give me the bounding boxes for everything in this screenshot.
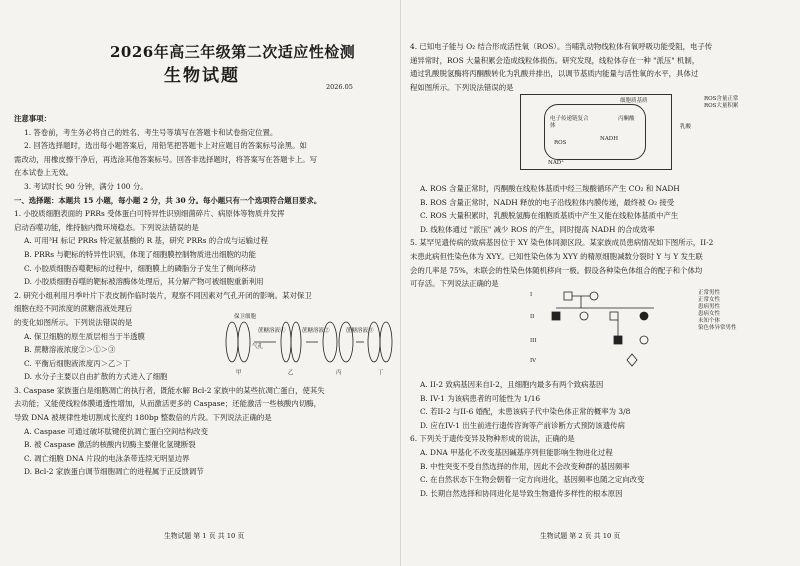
- question-6-option-d: D. 长期自然选择和协同进化是导致生物遗传多样性的根本原因: [420, 488, 623, 498]
- etc-label: 电子传递链复合体: [550, 116, 589, 129]
- notice-line: 3. 考试时长 90 分钟，满分 100 分。: [24, 181, 148, 191]
- left-footer: 生物试题 第 1 页 共 10 页: [164, 532, 245, 540]
- gen-II: II: [530, 314, 535, 320]
- guard-cell-label: 保卫细胞: [234, 314, 257, 320]
- mitochondria-figure: [520, 94, 790, 174]
- question-2-option-d: D. 水分子主要以自由扩散的方式进入了细胞: [24, 372, 168, 382]
- legend-normal-male: 正常男性: [698, 290, 721, 296]
- nadh-label: NADH: [600, 136, 618, 142]
- question-5-stem: 可存活。下列说法正确的是: [410, 279, 499, 289]
- question-2-option-a: A. 保卫细胞的原生质层相当于半透膜: [24, 331, 145, 341]
- question-5-stem: 会的几率是 75%，未联会的性染色体随机移向一极。假设各种染色体组合的配子和个体均: [410, 265, 703, 275]
- question-6-stem: 6. 下列关于遗传变异及物种形成的说法，正确的是: [410, 434, 575, 444]
- mitochondria-box: [544, 104, 646, 160]
- pedigree-legend: [698, 290, 737, 332]
- right-footer: 生物试题 第 2 页 共 10 页: [540, 532, 621, 540]
- exam-title: 2026年高三年级第二次适应性检测: [110, 43, 356, 61]
- question-5-stem: 未患此病但性染色体为 XYY。已知性染色体为 XYY 的精原细胞减数分裂时 Y 与 Y 发生联: [410, 251, 703, 261]
- legend-chromosome-abnormal: 染色体异常男性: [698, 325, 737, 331]
- question-3-option-a: A. Caspase 可通过破坏肽键使抗凋亡蛋白空间结构改变: [24, 426, 208, 436]
- pyruvate-label: 丙酮酸: [618, 116, 635, 122]
- question-2-stem: 2. 研究小组利用月季叶片下表皮制作临时装片，观察不同因素对气孔开闭的影响。某对保卫: [14, 290, 312, 300]
- question-3-option-c: C. 凋亡细胞 DNA 片段的电泳条带连续无明显边界: [24, 453, 190, 463]
- question-1-option-c: C. 小胶质细胞吞噬靶标的过程中，细胞膜上的磷脂分子发生了侧向移动: [24, 263, 256, 273]
- question-3-option-b: B. 被 Caspase 激活的核酸内切酶主要催化氢键断裂: [24, 440, 196, 450]
- question-4-option-c: C. ROS 大量积累时，乳酸脱氢酶在细胞质基质中产生又能在线粒体基质中产生: [420, 211, 679, 221]
- question-6-option-b: B. 中性突变不受自然选择的作用，因此不会改变种群的基因频率: [420, 461, 630, 471]
- panel-label-bing: 丙: [336, 370, 342, 376]
- cytoplasm-label: 细胞质基质: [620, 98, 648, 104]
- legend-affected-female: 患病女性: [698, 311, 721, 317]
- panel-label-jia: 甲: [236, 370, 242, 376]
- right-body-mid: [410, 182, 790, 291]
- nad-label: NAD⁺: [548, 160, 565, 166]
- question-1-stem: 启动吞噬功能，维持脑内微环境稳态。下列说法错误的是: [14, 222, 199, 232]
- gen-III: III: [530, 338, 537, 344]
- left-body: [14, 112, 394, 479]
- panel-label-yi: 乙: [288, 370, 294, 376]
- lactate-label: 乳酸: [680, 124, 692, 130]
- arrow-label-1: 蔗糖溶液①: [258, 328, 286, 334]
- legend-normal-female: 正常女性: [698, 297, 721, 303]
- question-1-option-b: B. PRRs 与靶标的特异性识别，体现了细胞膜控制物质进出细胞的功能: [24, 249, 256, 259]
- question-5-stem: 5. 某罕见遗传病的致病基因位于 XY 染色体同源区段。某家族成员患病情况如下图所示，II-2: [410, 238, 714, 248]
- gen-IV: IV: [530, 358, 537, 364]
- question-6-option-c: C. 在自然状态下生物会朝着一定方向进化，基因频率也随之定向改变: [420, 475, 645, 485]
- question-1-stem: 1. 小胶质细胞表面的 PRRs 受体蛋白可特异性识别细菌碎片、病原体等物质并发挥: [14, 209, 285, 219]
- exam-date: 2026.05: [326, 83, 353, 91]
- notice-line: 1. 答卷前，考生务必将自己的姓名、考生号等填写在答题卡和试卷指定位置。: [24, 127, 278, 137]
- panel-label-ding: 丁: [378, 370, 384, 376]
- question-4-stem: 通过乳酸脱氢酶将丙酮酸转化为乳酸并排出，以调节基质内能量与活性氧的水平，具体过: [410, 69, 699, 79]
- legend-ros-normal: ROS含量正常: [704, 96, 739, 102]
- arrow-label-2: 蔗糖溶液②: [302, 328, 330, 334]
- question-5-option-d: D. 应在IV-1 出生前进行遗传咨询等产前诊断方式预防该遗传病: [420, 420, 625, 430]
- question-4-option-a: A. ROS 含量正常时，丙酮酸在线粒体基质中经三羧酸循环产生 CO₂ 和 NADH: [420, 184, 680, 193]
- legend-affected-male: 患病男性: [698, 304, 721, 310]
- question-3-stem: 3. Caspase 家族蛋白是细胞凋亡的执行者，既能水解 Bcl-2 家族中的某些抗凋亡蛋白，使其失: [14, 385, 325, 395]
- section-heading: 一、选择题：本题共 15 小题，每小题 2 分，共 30 分。每小题只有一个选项符合题目要求。: [14, 195, 322, 205]
- guard-cell-figure: [214, 314, 394, 380]
- gen-I: I: [530, 292, 533, 298]
- question-1-option-a: A. 可用³H 标记 PRRs 特定氨基酸的 R 基，研究 PRRs 的合成与运输过程: [24, 236, 268, 246]
- question-2-option-c: C. 平衡后细胞液浓度丙＞乙＞丁: [24, 358, 131, 368]
- notice-title: 注意事项：: [14, 114, 51, 123]
- pedigree-figure: [530, 290, 770, 370]
- question-5-option-c: C. 若II-2 与II-6 婚配，未患该病子代中染色体正常的概率为 3/8: [420, 407, 631, 417]
- ros-legend: [704, 96, 738, 110]
- left-page: [14, 0, 394, 566]
- legend-ros-accumulate: ROS大量积累: [704, 103, 739, 109]
- question-2-stem: 的变化如图所示。下列说法错误的是: [14, 317, 133, 327]
- question-4-option-b: B. ROS 含量正常时，NADH 释放的电子沿线粒体内膜传递，最终被 O₂ 接受: [420, 197, 675, 207]
- stoma-label: 气孔: [252, 344, 264, 350]
- question-1-option-d: D. 小胶质细胞吞噬的靶标被溶酶体处理后，其分解产物可被细胞重新利用: [24, 277, 264, 287]
- question-3-stem: 导致 DNA 被规律性地切割成长度约 180bp 整数倍的片段。下列说法正确的是: [14, 413, 272, 423]
- page-fold: [400, 0, 401, 566]
- question-3-stem: 去功能；又能使线粒体膜通透性增加，从而激活更多的 Caspase；还能激活一些核酸内切酶，: [14, 399, 321, 409]
- question-3-option-d: D. Bcl-2 家族蛋白调节细胞凋亡的进程属于正反馈调节: [24, 467, 204, 477]
- notice-line: 在本试卷上无效。: [14, 168, 74, 178]
- question-5-option-a: A. II-2 致病基因来自I-2，且细胞内最多有两个致病基因: [420, 380, 604, 389]
- right-body-top: [410, 40, 790, 94]
- notice-line: 需改动，用橡皮擦干净后，再选涂其他答案标号。回答非选择题时，将答案写在答题卡上。写: [14, 154, 318, 164]
- notice-line: 2. 回答选择题时，选出每小题答案后，用铅笔把答题卡上对应题目的答案标号涂黑。如: [24, 141, 307, 151]
- pedigree-chart: [544, 290, 694, 370]
- question-4-stem: 程如图所示。下列说法错误的是: [410, 82, 514, 92]
- question-5-option-b: B. IV-1 为该病患者的可能性为 1/16: [420, 393, 541, 403]
- ros-label: ROS: [554, 140, 567, 146]
- right-body-bottom: [410, 378, 790, 500]
- question-2-stem: 细胞在经不同浓度的蔗糖溶液处理后: [14, 304, 133, 314]
- legend-unknown: 未知个体: [698, 318, 721, 324]
- question-2-option-b: B. 蔗糖溶液浓度②＞①＞③: [24, 345, 116, 355]
- question-4-stem: 4. 已知电子能与 O₂ 结合形成活性氧（ROS）。当哺乳动物线粒体有氧呼吸功能受阻，电子传: [410, 42, 713, 51]
- right-page: [410, 0, 790, 566]
- question-4-option-d: D. 线粒体通过 "派压" 减少 ROS 的产生，同时提高 NADH 的合成效率: [420, 224, 655, 234]
- arrow-label-3: 蔗糖溶液③: [346, 328, 374, 334]
- subject-title: 生物试题: [164, 66, 240, 86]
- question-6-option-a: A. DNA 甲基化不改变基因碱基序列但能影响生物进化过程: [420, 447, 613, 457]
- question-4-stem: 递异常时，ROS 大量积累会造成线粒体损伤。研究发现，线粒体存在一种 "派压" 机制，: [410, 55, 700, 65]
